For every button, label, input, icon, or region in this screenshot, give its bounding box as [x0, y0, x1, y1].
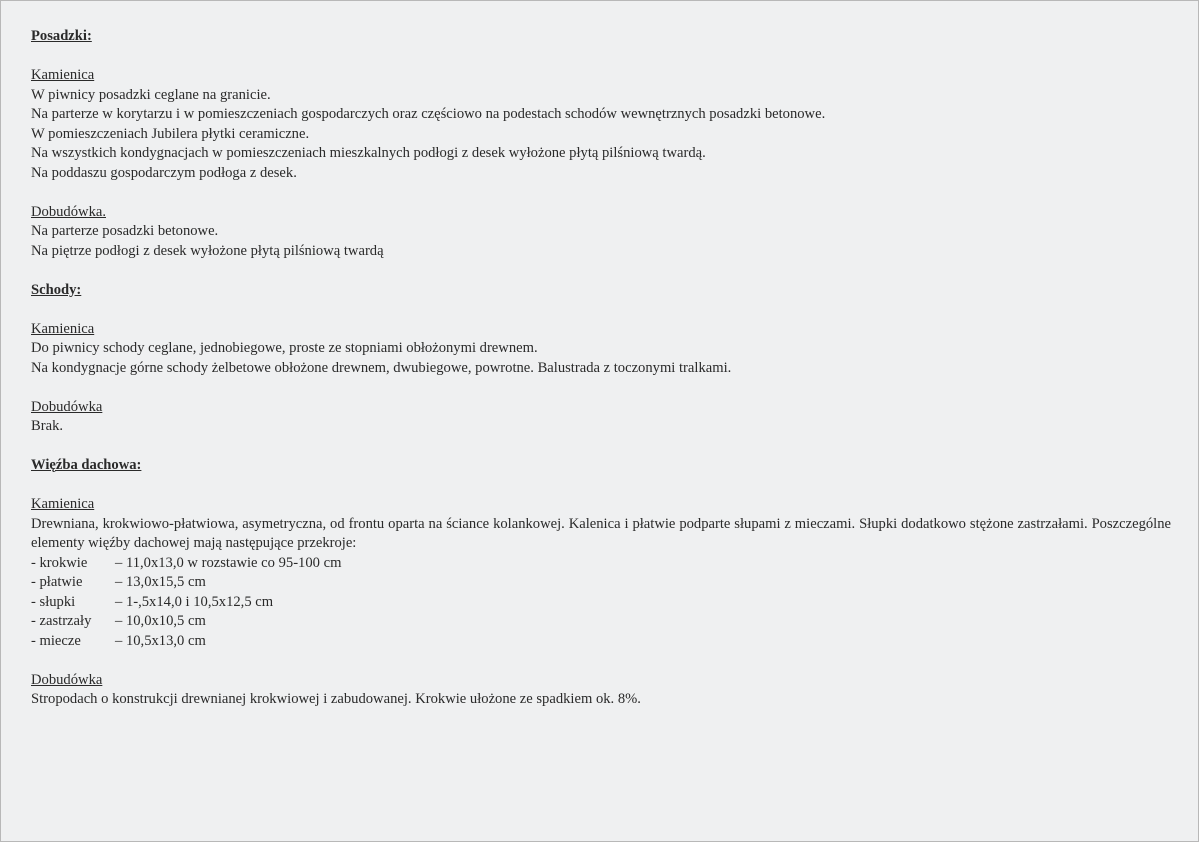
section-schody	[31, 281, 1171, 437]
text-line: Na kondygnacje górne schody żelbetowe obłożone drewnem, dwubiegowe, powrotne. Balustrada z toczonymi tralkami.	[31, 359, 732, 376]
section-wiezba-dachowa	[31, 456, 1171, 710]
subsection-title: Dobudówka.	[31, 203, 106, 220]
dimension-label: - krokwie	[31, 554, 88, 571]
subsection-title: Kamienica	[31, 320, 95, 337]
dimension-value: – 1-,5x14,0 i 10,5x12,5 cm	[115, 593, 274, 610]
text-line: W pomieszczeniach Jubilera płytki ceramiczne.	[31, 125, 310, 142]
text-line: Na poddaszu gospodarczym podłoga z desek.	[31, 164, 297, 181]
subsection-title: Dobudówka	[31, 398, 103, 415]
subsection-title: Dobudówka	[31, 671, 103, 688]
dimension-label: - słupki	[31, 593, 76, 610]
dimension-row	[31, 573, 1171, 593]
text-line: Na parterze posadzki betonowe.	[31, 223, 219, 239]
section-heading: Schody:	[31, 281, 82, 298]
dimension-value: – 13,0x15,5 cm	[115, 574, 206, 590]
subsection-title: Kamienica	[31, 67, 95, 83]
section-posadzki	[31, 27, 1171, 261]
document-content	[31, 27, 1171, 710]
text-paragraph: Drewniana, krokwiowo-płatwiowa, asymetryczna, od frontu oparta na ściance kolankowej. Kalenica i płatwie podparte słupami z mieczami. Słupki dodatkowo stężone zastrzałami. Poszczególne elementy więźby dachowej mają następujące przekroje:	[31, 515, 1171, 551]
dimension-label: - płatwie	[31, 574, 83, 590]
text-line: Brak.	[31, 418, 64, 434]
text-line: Stropodach o konstrukcji drewnianej krokwiowej i zabudowanej. Krokwie ułożone ze spadkiem ok. 8%.	[31, 691, 641, 707]
section-heading: Posadzki:	[31, 28, 92, 44]
dimension-value: – 10,0x10,5 cm	[115, 613, 206, 629]
dimension-row	[31, 554, 1171, 574]
dimension-value: – 10,5x13,0 cm	[115, 632, 206, 649]
dimension-value: – 11,0x13,0 w rozstawie co 95-100 cm	[115, 554, 342, 571]
text-line: Do piwnicy schody ceglane, jednobiegowe, proste ze stopniami obłożonymi drewnem.	[31, 340, 538, 356]
subsection-title: Kamienica	[31, 496, 95, 512]
section-heading: Więźba dachowa:	[31, 457, 142, 473]
text-line: Na wszystkich kondygnacjach w pomieszczeniach mieszkalnych podłogi z desek wyłożone płytą pilśniową twardą.	[31, 145, 706, 161]
text-line: W piwnicy posadzki ceglane na granicie.	[31, 86, 271, 103]
text-line: Na piętrze podłogi z desek wyłożone płytą pilśniową twardą	[31, 242, 384, 259]
text-line: Na parterze w korytarzu i w pomieszczeniach gospodarczych oraz częściowo na podestach schodów wewnętrznych posadzki betonowe.	[31, 106, 826, 122]
dimension-row	[31, 612, 1171, 632]
dimension-label: - zastrzały	[31, 613, 92, 629]
dimension-label: - miecze	[31, 632, 81, 649]
dimension-row	[31, 593, 1171, 613]
dimension-row	[31, 632, 1171, 652]
